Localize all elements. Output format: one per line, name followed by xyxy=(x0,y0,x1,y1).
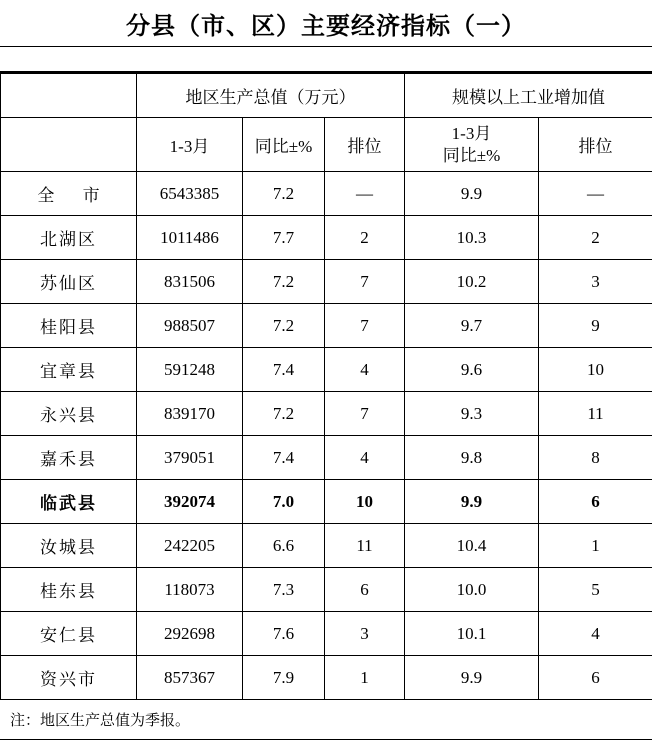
row-industry-rank: — xyxy=(539,172,652,216)
row-name: 全 市 xyxy=(1,172,137,216)
table-row xyxy=(1,392,652,436)
row-industry-rank: 4 xyxy=(539,612,652,656)
row-industry-rank: 1 xyxy=(539,524,652,568)
footnote xyxy=(0,700,652,740)
table-row xyxy=(1,524,652,568)
table-header xyxy=(1,74,652,172)
row-industry-yoy: 10.0 xyxy=(405,568,539,612)
row-industry-yoy: 9.3 xyxy=(405,392,539,436)
row-industry-rank: 6 xyxy=(539,480,652,524)
row-gdp-rank: — xyxy=(325,172,405,216)
row-gdp-yoy: 7.2 xyxy=(243,304,325,348)
row-gdp: 242205 xyxy=(137,524,243,568)
header-group-industry: 规模以上工业增加值 xyxy=(405,74,652,118)
row-industry-rank: 11 xyxy=(539,392,652,436)
header-gdp-yoy: 同比±% xyxy=(243,118,325,172)
row-name: 苏仙区 xyxy=(1,260,137,304)
row-gdp-rank: 6 xyxy=(325,568,405,612)
table-row xyxy=(1,612,652,656)
row-gdp-yoy: 7.2 xyxy=(243,260,325,304)
row-industry-yoy: 9.9 xyxy=(405,656,539,700)
row-gdp-yoy: 7.4 xyxy=(243,348,325,392)
header-industry-period xyxy=(405,118,539,172)
row-industry-yoy: 9.9 xyxy=(405,480,539,524)
row-industry-rank: 8 xyxy=(539,436,652,480)
row-name: 汝城县 xyxy=(1,524,137,568)
header-gdp-period: 1-3月 xyxy=(137,118,243,172)
table-row xyxy=(1,656,652,700)
row-name: 安仁县 xyxy=(1,612,137,656)
row-gdp-rank: 3 xyxy=(325,612,405,656)
row-gdp-rank: 4 xyxy=(325,348,405,392)
row-gdp-yoy: 7.6 xyxy=(243,612,325,656)
row-gdp-rank: 7 xyxy=(325,392,405,436)
table-row xyxy=(1,480,652,524)
row-gdp-rank: 7 xyxy=(325,304,405,348)
row-gdp: 831506 xyxy=(137,260,243,304)
row-industry-yoy: 10.4 xyxy=(405,524,539,568)
table-row xyxy=(1,304,652,348)
row-gdp-yoy: 7.2 xyxy=(243,392,325,436)
row-gdp: 591248 xyxy=(137,348,243,392)
table-row xyxy=(1,348,652,392)
row-gdp-rank: 4 xyxy=(325,436,405,480)
row-name: 嘉禾县 xyxy=(1,436,137,480)
row-industry-rank: 5 xyxy=(539,568,652,612)
row-gdp: 292698 xyxy=(137,612,243,656)
row-name: 宜章县 xyxy=(1,348,137,392)
row-name: 桂阳县 xyxy=(1,304,137,348)
table-row xyxy=(1,216,652,260)
row-gdp: 839170 xyxy=(137,392,243,436)
row-industry-yoy: 10.1 xyxy=(405,612,539,656)
row-gdp: 1011486 xyxy=(137,216,243,260)
row-gdp-rank: 2 xyxy=(325,216,405,260)
row-industry-yoy: 9.7 xyxy=(405,304,539,348)
row-gdp-rank: 1 xyxy=(325,656,405,700)
page-title: 分县（市、区）主要经济指标（一） xyxy=(126,6,526,41)
table-row xyxy=(1,436,652,480)
table-row xyxy=(1,568,652,612)
header-corner-cell xyxy=(1,74,137,118)
row-gdp: 988507 xyxy=(137,304,243,348)
row-gdp-yoy: 7.2 xyxy=(243,172,325,216)
row-industry-rank: 6 xyxy=(539,656,652,700)
row-name: 北湖区 xyxy=(1,216,137,260)
row-gdp-yoy: 6.6 xyxy=(243,524,325,568)
row-industry-rank: 9 xyxy=(539,304,652,348)
row-gdp-rank: 10 xyxy=(325,480,405,524)
row-name: 临武县 xyxy=(1,480,137,524)
row-gdp: 118073 xyxy=(137,568,243,612)
row-name: 桂东县 xyxy=(1,568,137,612)
header-gdp-rank: 排位 xyxy=(325,118,405,172)
row-gdp-rank: 11 xyxy=(325,524,405,568)
row-industry-yoy: 10.2 xyxy=(405,260,539,304)
row-industry-yoy: 9.6 xyxy=(405,348,539,392)
indicators-table xyxy=(0,73,652,700)
table-row xyxy=(1,172,652,216)
header-industry-period-line1: 1-3月 xyxy=(405,123,538,144)
row-gdp-yoy: 7.4 xyxy=(243,436,325,480)
header-industry-period-line2: 同比±% xyxy=(405,145,538,166)
footnote-text: 注：地区生产总值为季报。 xyxy=(10,709,190,730)
row-gdp: 857367 xyxy=(137,656,243,700)
header-group-row xyxy=(1,74,652,118)
header-sub-row xyxy=(1,118,652,172)
header-corner-cell-2 xyxy=(1,118,137,172)
row-industry-yoy: 9.8 xyxy=(405,436,539,480)
row-gdp-yoy: 7.0 xyxy=(243,480,325,524)
row-gdp-yoy: 7.3 xyxy=(243,568,325,612)
title-bar xyxy=(0,0,652,47)
row-industry-rank: 10 xyxy=(539,348,652,392)
row-name: 永兴县 xyxy=(1,392,137,436)
title-spacer xyxy=(0,47,652,73)
row-gdp: 379051 xyxy=(137,436,243,480)
row-industry-rank: 2 xyxy=(539,216,652,260)
row-name: 资兴市 xyxy=(1,656,137,700)
row-gdp-yoy: 7.9 xyxy=(243,656,325,700)
row-gdp: 392074 xyxy=(137,480,243,524)
header-industry-rank: 排位 xyxy=(539,118,652,172)
header-group-gdp: 地区生产总值（万元） xyxy=(137,74,405,118)
row-gdp-yoy: 7.7 xyxy=(243,216,325,260)
row-industry-rank: 3 xyxy=(539,260,652,304)
table-body xyxy=(1,172,652,700)
row-industry-yoy: 10.3 xyxy=(405,216,539,260)
row-industry-yoy: 9.9 xyxy=(405,172,539,216)
row-gdp-rank: 7 xyxy=(325,260,405,304)
row-gdp: 6543385 xyxy=(137,172,243,216)
table-row xyxy=(1,260,652,304)
